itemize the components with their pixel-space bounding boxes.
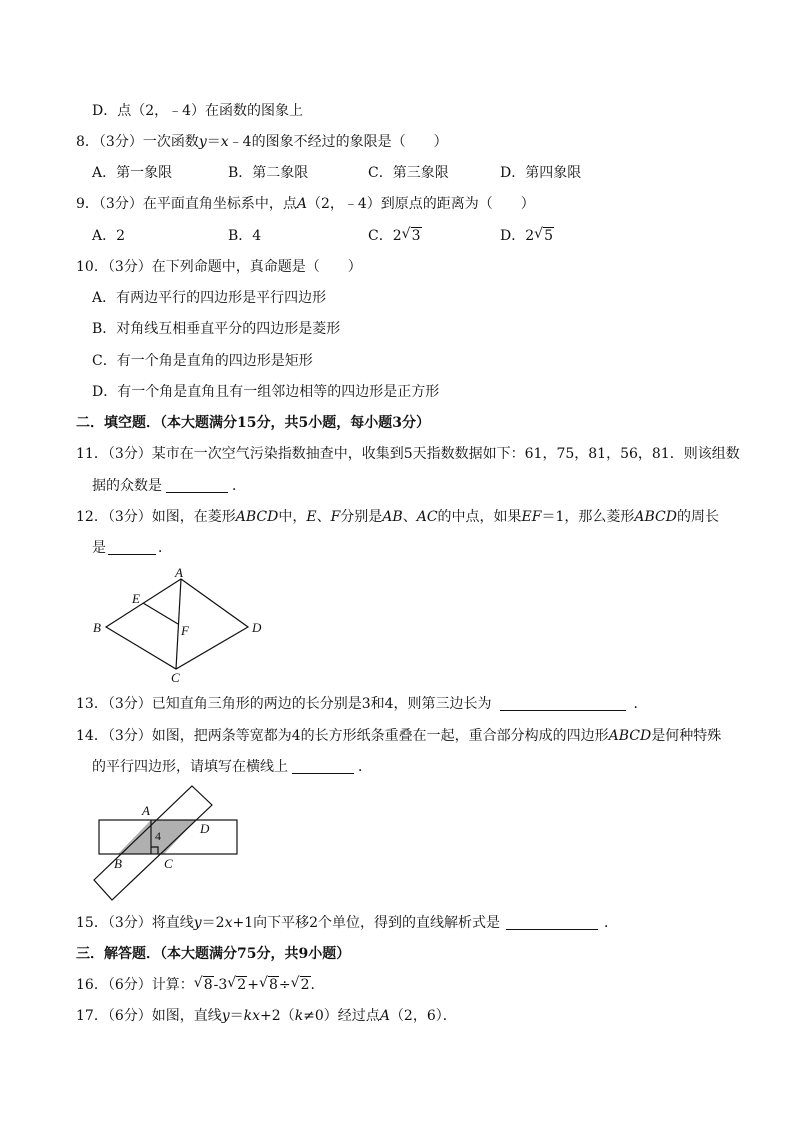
q16-radicand-2: 2 <box>237 977 247 993</box>
q11-line1: 11．（3分）某市在一次空气污染指数抽查中，收集到5天指数数据如下：61，75，81，56，81．则该组数 <box>76 446 740 462</box>
q10-stem: 10．（3分）在下列命题中，真命题是（ ） <box>76 259 362 275</box>
q16-op-3: ÷ <box>278 977 291 993</box>
q12-segment-ef <box>143 603 178 624</box>
q12-label-d: D <box>252 620 262 635</box>
q14-label-d: D <box>200 821 210 836</box>
q8-stem-end: 的图象不经过的象限是（ ） <box>251 134 448 150</box>
q12-answer-blank[interactable] <box>108 540 156 555</box>
q17-stem <box>76 1007 457 1025</box>
q8-var-x: x <box>220 134 229 150</box>
q14-abcd: ABCD <box>608 728 652 744</box>
section-3-heading: 三．解答题．（本大题满分75分，共9小题） <box>76 946 351 962</box>
q12-abcd-2: ABCD <box>634 509 677 525</box>
q12-f: F <box>330 509 341 525</box>
q11-line2 <box>92 477 246 495</box>
q16-op-2: + <box>247 977 259 993</box>
q16-op-1: -3 <box>213 977 228 993</box>
q9-option-c-radicand: 3 <box>411 228 421 244</box>
q17-end: （2，6）． <box>389 1008 457 1024</box>
q16-radicand-1: 8 <box>203 977 213 993</box>
q8-const: ﹣4 <box>228 134 252 150</box>
q10-option-d: D．有一个角是直角且有一组邻边相等的四边形是正方形 <box>92 384 440 400</box>
q12-abcd-1: ABCD <box>235 509 279 525</box>
q8-option-a: A．第一象限 <box>92 165 173 181</box>
q8-stem <box>76 133 448 151</box>
q12-text-3: 分别是 <box>340 509 383 525</box>
q17-eq: ＝ <box>229 1008 244 1024</box>
q8-stem-text: 8．（3分）一次函数 <box>76 134 199 150</box>
q12-label-f: F <box>181 623 189 638</box>
q13-text: 13．（3分）已知直角三角形的两边的长分别是3和4，则第三边长为 <box>76 696 492 712</box>
q9-stem-text: 9．（3分）在平面直角坐标系中，点 <box>76 196 297 212</box>
q9-option-d-label: D． <box>500 228 526 244</box>
q14-label-b: B <box>114 856 122 871</box>
q12-rhombus-figure <box>88 566 278 684</box>
q9-option-c-sqrt: √ 3 <box>401 226 421 244</box>
q8-option-d: D．第四象限 <box>500 165 582 181</box>
q16-sqrt-1: √ 8 <box>193 975 213 993</box>
q9-option-d-coef: 2 <box>525 228 535 244</box>
q12-stem <box>76 508 719 526</box>
q12-line2-text: 是 <box>92 540 106 556</box>
q17-text-2: ≠0）经过点 <box>303 1008 380 1024</box>
q14-label-a: A <box>142 803 150 818</box>
q9-option-b: B．4 <box>228 228 262 244</box>
q17-var-y: y <box>221 1008 230 1024</box>
q16-radicand-3: 8 <box>268 977 278 993</box>
q12-ab: AB <box>382 509 403 525</box>
q10-option-c: C．有一个角是直角的四边形是矩形 <box>92 353 313 369</box>
q8-var-y: y <box>198 134 207 150</box>
q14-line2-end: ． <box>358 759 372 775</box>
q12-ef: EF <box>521 509 542 525</box>
q15-var-y: y <box>193 915 202 931</box>
q12-text-4: 的中点，如果 <box>437 509 522 525</box>
q7-option-d: D．点（2，﹣4）在函数的图象上 <box>92 103 304 119</box>
q11-line2-text: 据的众数是 <box>92 478 162 494</box>
q14-label-c: C <box>164 856 173 871</box>
q17-var-k: k <box>243 1008 253 1024</box>
q9-option-c-coef: 2 <box>392 228 402 244</box>
q9-option-c <box>368 227 422 245</box>
q8-option-c: C．第三象限 <box>368 165 449 181</box>
q14-stem <box>76 727 721 745</box>
q9-stem <box>76 195 535 213</box>
q12-sep-1: 、 <box>316 509 331 525</box>
q12-line2-end: ． <box>158 540 172 556</box>
q17-var-x: x <box>252 1008 261 1024</box>
q10-option-a: A．有两边平行的四边形是平行四边形 <box>92 290 327 306</box>
q12-sep-2: 、 <box>402 509 417 525</box>
q16-sqrt-2: √ 2 <box>227 975 247 993</box>
q14-strips-figure <box>88 782 246 902</box>
q12-text-5: ＝1，那么菱形 <box>541 509 635 525</box>
q14-line2 <box>92 758 372 776</box>
q17-point-a: A <box>379 1008 390 1024</box>
q17-var-k-2: k <box>294 1008 304 1024</box>
q16-sqrt-3: √ 8 <box>258 975 278 993</box>
q15-var-x: x <box>224 915 233 931</box>
q15-answer-blank[interactable] <box>506 915 598 930</box>
q11-answer-blank[interactable] <box>166 478 228 493</box>
q9-point-a: A <box>296 196 307 212</box>
q15-text: 15．（3分）将直线 <box>76 915 194 931</box>
section-2-heading: 二．填空题．（本大题满分15分，共5小题，每小题3分） <box>76 415 430 431</box>
q16-sqrt-4: √ 2 <box>290 975 310 993</box>
q12-e: E <box>306 509 317 525</box>
q12-line2 <box>92 539 172 557</box>
q12-label-e: E <box>132 591 140 606</box>
q14-line2-text: 的平行四边形，请填写在横线上 <box>92 759 288 775</box>
q9-option-d-sqrt: √ 5 <box>534 226 554 244</box>
q17-plus: +2（ <box>260 1008 295 1024</box>
q9-option-d-radicand: 5 <box>544 228 554 244</box>
q10-option-b: B．对角线互相垂直平分的四边形是菱形 <box>92 321 341 337</box>
q17-text: 17．（6分）如图，直线 <box>76 1008 222 1024</box>
q12-text-6: 的周长 <box>677 509 719 525</box>
q12-label-b: B <box>93 620 101 635</box>
q14-answer-blank[interactable] <box>292 759 354 774</box>
q16-stem <box>76 976 325 994</box>
q15-end: ． <box>604 915 619 931</box>
q9-option-a: A．2 <box>92 228 126 244</box>
q14-text: 14．（3分）如图，把两条等宽都为4的长方形纸条重叠在一起，重合部分构成的四边形 <box>76 728 609 744</box>
q14-text-end: 是何种特殊 <box>651 728 722 744</box>
q8-eq: ＝ <box>206 134 221 150</box>
q16-radicand-4: 2 <box>300 977 310 993</box>
q12-label-c: C <box>171 670 180 684</box>
q16-text: 16．（6分）计算： <box>76 977 194 993</box>
q13-answer-blank[interactable] <box>500 696 626 711</box>
q12-label-a: A <box>175 566 183 580</box>
q8-option-b: B．第二象限 <box>228 165 309 181</box>
q9-option-c-label: C． <box>368 228 393 244</box>
q15-stem <box>76 914 618 932</box>
q15-eq: ＝2 <box>201 915 225 931</box>
q9-stem-end: （2，﹣4）到原点的距离为（ ） <box>306 196 535 212</box>
q14-label-width: 4 <box>155 829 161 843</box>
q12-text-2: 中， <box>278 509 307 525</box>
q9-option-d <box>500 227 554 245</box>
q13-stem <box>76 695 648 713</box>
q12-text-1: 12．（3分）如图，在菱形 <box>76 509 236 525</box>
q15-text-2: +1向下平移2个单位，得到的直线解析式是 <box>232 915 501 931</box>
q12-ac: AC <box>416 509 438 525</box>
q11-line2-end: ． <box>232 478 246 494</box>
q13-end: ． <box>633 696 648 712</box>
q16-end: ． <box>310 977 325 993</box>
